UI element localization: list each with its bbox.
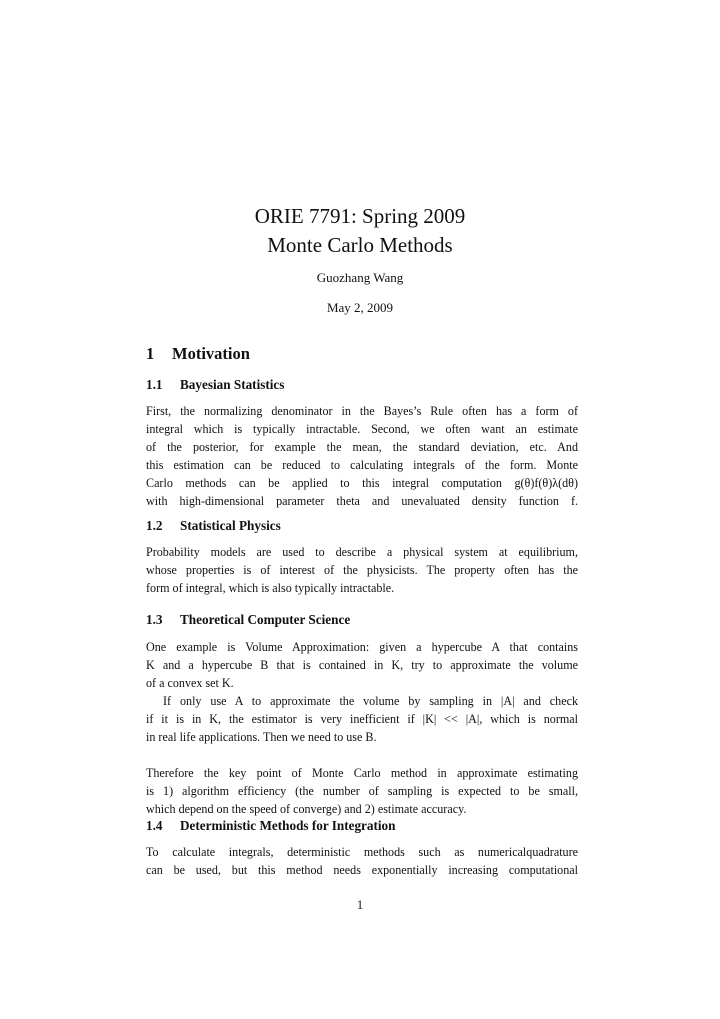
subsection-number: 1.1: [146, 377, 163, 392]
text-line: If only use A to approximate the volume by sampling in |A| and check: [163, 694, 578, 708]
subsection-heading: [146, 818, 395, 834]
text-line: whose properties is of interest of the physicists. The property often has the: [146, 563, 578, 577]
title-line-2: Monte Carlo Methods: [267, 233, 453, 257]
text-line: form of integral, which is also typically intractable.: [146, 581, 395, 595]
text-line: Therefore the key point of Monte Carlo method in approximate estimating: [146, 766, 578, 780]
section-title: Motivation: [172, 344, 250, 363]
subsection-title: Bayesian Statistics: [180, 377, 285, 392]
subsection-title: Statistical Physics: [180, 518, 281, 533]
paragraph: [146, 638, 578, 818]
text-line: integral which is typically intractable. Second, we often want an estimate: [146, 422, 578, 436]
text-line: To calculate integrals, deterministic methods such as numericalquadrature: [146, 845, 578, 859]
author: Guozhang Wang: [316, 270, 404, 285]
subsection-title: Theoretical Computer Science: [180, 612, 351, 627]
subsection-heading: [146, 612, 350, 628]
section-number: 1: [146, 344, 155, 363]
paragraph: [146, 843, 578, 879]
text-line: K and a hypercube B that is contained in K, try to approximate the volume: [146, 658, 578, 672]
page-number: 1: [356, 898, 364, 912]
subsection-title: Deterministic Methods for Integration: [180, 818, 396, 833]
subsection-heading: [146, 518, 281, 534]
text-line: One example is Volume Approximation: given a hypercube A that contains: [146, 640, 578, 654]
text-line: this estimation can be reduced to calculating integrals of the form. Monte: [146, 458, 578, 472]
subsection-number: 1.4: [146, 818, 163, 833]
paragraph: [146, 402, 578, 510]
text-line: Carlo methods can be applied to this integral computation g(θ)f(θ)λ(dθ): [146, 476, 578, 490]
section-heading: [146, 344, 250, 364]
paragraph: [146, 543, 578, 597]
subsection-heading: [146, 377, 284, 393]
text-line: Probability models are used to describe a physical system at equilibrium,: [146, 545, 578, 559]
text-line: can be used, but this method needs exponentially increasing computational: [146, 863, 578, 877]
text-line: of a convex set K.: [146, 676, 234, 690]
subsection-number: 1.3: [146, 612, 163, 627]
text-line: of the posterior, for example the mean, the standard deviation, etc. And: [146, 440, 578, 454]
text-line: if it is in K, the estimator is very inefficient if |K| << |A|, which is normal: [146, 712, 578, 726]
text-line: in real life applications. Then we need to use B.: [146, 730, 377, 744]
text-line: with high-dimensional parameter theta and unevaluated density function f.: [146, 494, 578, 508]
text-line: First, the normalizing denominator in the Bayes’s Rule often has a form of: [146, 404, 578, 418]
date: May 2, 2009: [326, 300, 394, 315]
paper-title: [0, 202, 720, 260]
text-line: which depend on the speed of converge) and 2) estimate accuracy.: [146, 802, 467, 816]
title-line-1: ORIE 7791: Spring 2009: [254, 204, 466, 228]
text-line: is 1) algorithm efficiency (the number of sampling is expected to be small,: [146, 784, 578, 798]
subsection-number: 1.2: [146, 518, 163, 533]
